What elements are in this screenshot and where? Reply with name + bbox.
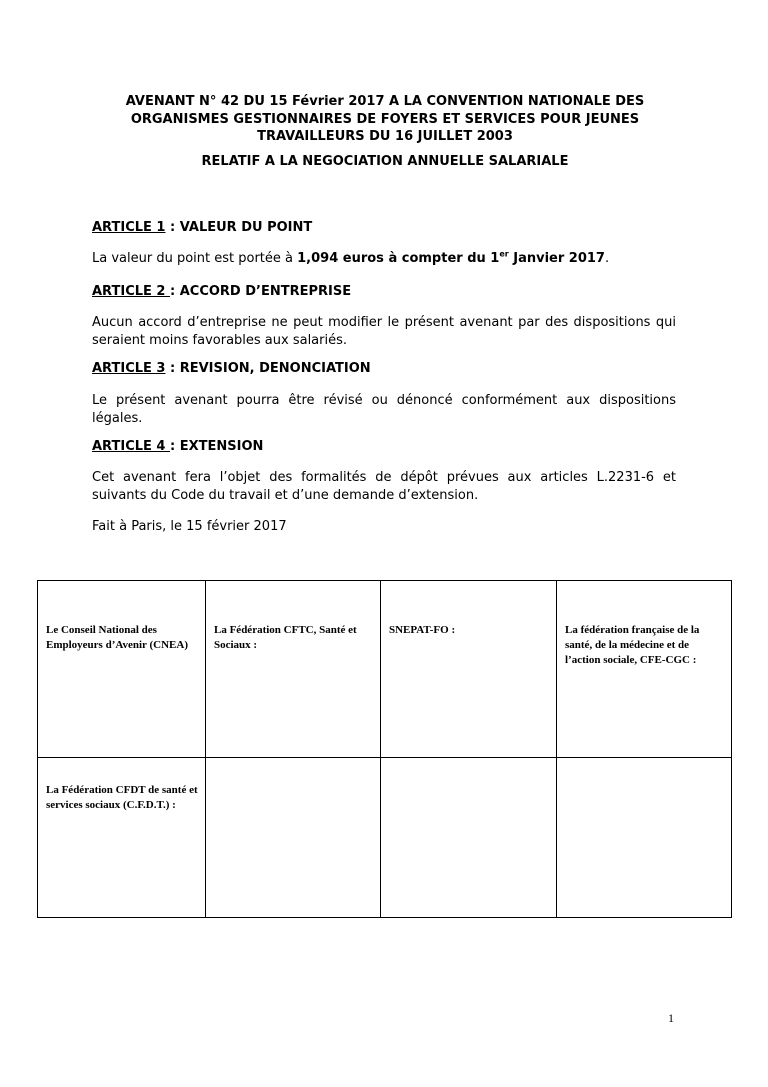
document-title [100,93,670,146]
page-number: 1 [668,1011,674,1025]
document-subtitle: RELATIF A LA NEGOCIATION ANNUELLE SALARIALE [201,154,569,169]
signatory-cell: La Fédération CFDT de santé et services sociaux (C.F.D.T.) : [38,758,206,918]
signatory-cell-empty [381,758,557,918]
article-1-value: 1,094 euros à compter du 1 [297,251,500,266]
signatory-cell-empty [557,758,732,918]
signatory-cell: Le Conseil National des Employeurs d’Avenir (CNEA) [38,581,206,758]
article-3-text: Le présent avenant pourra être révisé ou dénoncé conformément aux dispositions légales. [92,393,676,426]
article-1-label: ARTICLE 1 [92,220,166,235]
article-2-label: ARTICLE 2 [92,284,170,299]
article-3-heading [92,360,676,378]
article-1-text-start: La valeur du point est portée à [92,251,298,266]
article-3-title: : REVISION, DENONCIATION [165,361,371,376]
article-2-text: Aucun accord d’entreprise ne peut modifier le présent avenant par des dispositions qui seraient moins favorables aux salariés. [92,315,676,348]
article-1-heading [92,219,676,237]
signatory-cell: SNEPAT-FO : [381,581,557,758]
article-4-label: ARTICLE 4 [92,439,170,454]
article-3-label: ARTICLE 3 [92,361,166,376]
signatory-cell-empty [206,758,381,918]
title-line-2: ORGANISMES GESTIONNAIRES DE FOYERS ET SERVICES POUR JEUNES [130,111,640,127]
title-line-3: TRAVAILLEURS DU 16 JUILLET 2003 [257,129,513,144]
title-line-1: AVENANT N° 42 DU 15 Février 2017 A LA CONVENTION NATIONALE DES [125,94,645,109]
article-1-text [92,250,676,268]
signatory-cell: La Fédération CFTC, Santé et Sociaux : [206,581,381,758]
signature-place-date: Fait à Paris, le 15 février 2017 [92,519,287,534]
signatory-cell: La fédération française de la santé, de la médecine et de l’action sociale, CFE-CGC : [557,581,732,758]
article-4-heading [92,438,676,456]
article-1-text-end: . [604,251,610,266]
article-4-text: Cet avenant fera l’objet des formalités de dépôt prévues aux articles L.2231-6 et suivants du Code du travail et d’une demande d’extension. [92,470,676,503]
article-1-title: : VALEUR DU POINT [165,220,313,235]
signatories-row-1 [38,581,732,758]
article-4-title: : EXTENSION [170,439,264,454]
article-1-superscript: er [499,249,509,259]
signatories-row-2 [38,758,732,918]
signatories-table [37,580,732,918]
article-1-date: Janvier 2017 [508,251,605,266]
article-2-heading [92,283,676,301]
article-2-title: : ACCORD D’ENTREPRISE [170,284,352,299]
